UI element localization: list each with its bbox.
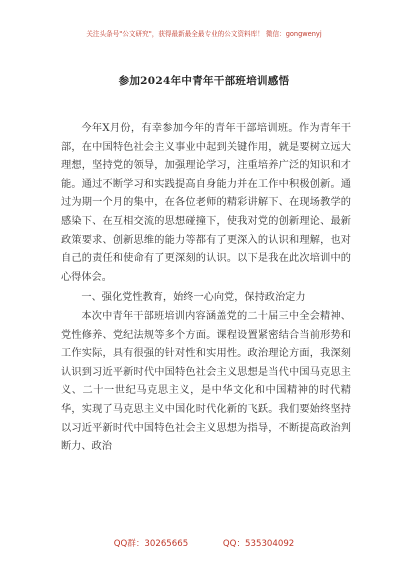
paragraph-intro: 今年X月份，有幸参加今年的青年干部培训班。作为青年干部，在中国特色社会主义事业中起到关键作用，就是要树立远大理想，坚持党的领导，加强理论学习，注重培养广泛的知识和才能。通过不断学习和实践提高自身能力并在工作中积极创新。通过为期一个月的集中，在各位老师的精彩讲解下、在现场教学的感染下、在互相交流的思想碰撞下，使我对党的创新理论、最新政策要求、创新思维的能力等都有了更深入的认识和理解，也对自己的责任和使命有了更深刻的认识。以下是我在此次培训中的心得体会。	[61, 123, 351, 283]
header-notice: 关注头条号"公文研究"，获得最新最全最专业的公文资料库！ 微信：gongwenyj	[86, 30, 322, 38]
paragraph-section-one: 本次中青年干部班培训内容涵盖党的二十届三中全会精神、党性修养、党纪法规等多个方面。课程设置紧密结合当前形势和工作实际，具有很强的针对性和实用性。政治理论方面，我深刻认识到习近平新时代中国特色社会主义思想是当代中国马克思主义、二十一世纪马克思主义，是中华文化和中国精神的时代精华，实现了马克思主义中国化时代化新的飞跃。我们要始终坚持以习近平新时代中国特色社会主义思想为指导，不断提高政治判断力、政治	[61, 310, 351, 453]
document-title: 参加2024年中青年干部班培训感悟	[118, 75, 290, 87]
qq-group-number: QQ群：30265665	[113, 539, 189, 549]
qq-number: QQ：535304092	[222, 539, 295, 549]
section-heading: 一、强化党性教育，始终一心向党，保持政治定力	[81, 292, 306, 304]
document-body	[61, 120, 351, 457]
footer-contact	[0, 537, 408, 549]
